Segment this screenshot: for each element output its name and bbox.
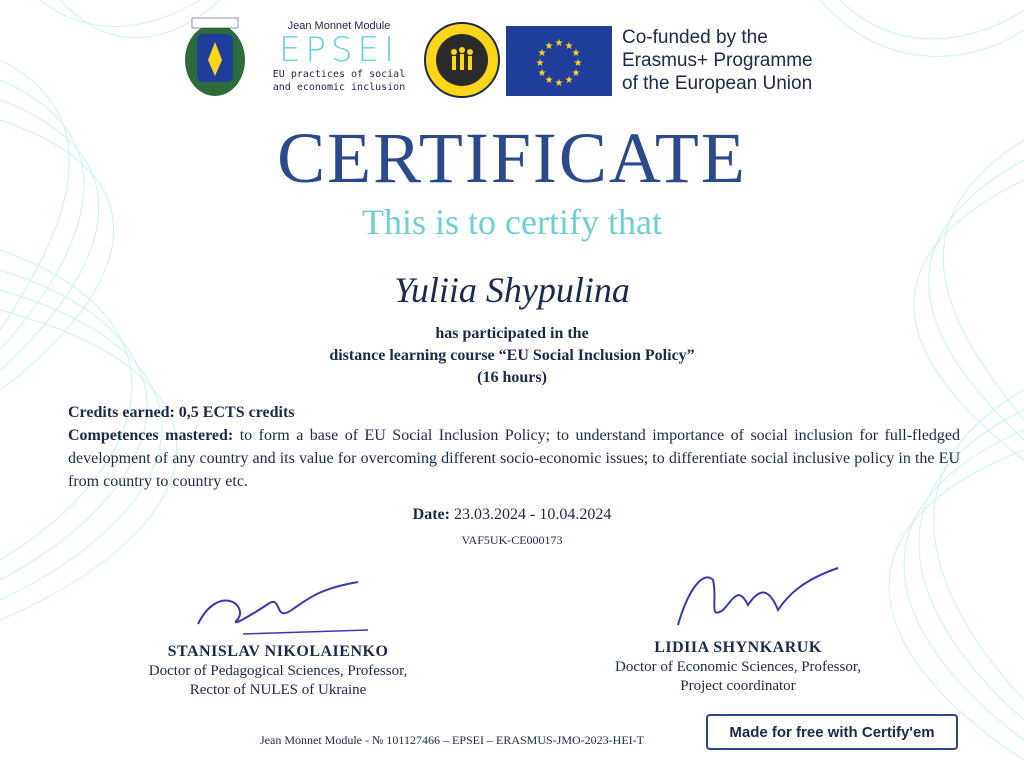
date-label: Date: bbox=[412, 506, 450, 523]
competences-text: to form a base of EU Social Inclusion Policy; to understand importance of social inclusion for full-fledged development of any country and its value for overcoming different socio-economic issues; to differentiate social inclusive policy in the EU from country to country etc. bbox=[68, 427, 961, 490]
epsei-subtitle-1: EU practices of social bbox=[272, 69, 406, 80]
signature-right bbox=[618, 560, 858, 638]
signer-right-role-1: Doctor of Economic Sciences, Professor, bbox=[615, 659, 861, 675]
svg-text:★: ★ bbox=[537, 48, 547, 59]
participation-line-2: distance learning course “EU Social Inclusion Policy” bbox=[329, 347, 695, 364]
signer-left-role-2: Rector of NULES of Ukraine bbox=[189, 682, 367, 698]
recipient-name: Yuliia Shypulina bbox=[394, 270, 630, 310]
eu-text-line-2: Erasmus+ Programme bbox=[622, 50, 813, 71]
date-value: 23.03.2024 - 10.04.2024 bbox=[453, 506, 612, 523]
round-emblem-logo bbox=[424, 22, 500, 98]
certifyem-badge-label: Made for free with Certify'em bbox=[729, 723, 935, 741]
svg-text:★: ★ bbox=[564, 41, 574, 52]
svg-text:★: ★ bbox=[544, 41, 554, 52]
signer-left-role-1: Doctor of Pedagogical Sciences, Professor, bbox=[148, 663, 408, 679]
epsei-subtitle-2: and economic inclusion bbox=[272, 82, 406, 93]
svg-text:★: ★ bbox=[571, 48, 581, 59]
competences-label: Competences mastered: bbox=[68, 427, 234, 444]
participation-line-1: has participated in the bbox=[435, 325, 589, 342]
participation-line-3: (16 hours) bbox=[477, 369, 547, 386]
svg-text:★: ★ bbox=[564, 75, 574, 86]
course-details bbox=[68, 401, 960, 493]
signer-right-role-2: Project coordinator bbox=[680, 678, 796, 694]
svg-text:★: ★ bbox=[544, 75, 554, 86]
eu-flag-icon bbox=[506, 26, 612, 96]
participation-text bbox=[0, 323, 1024, 389]
eu-text-line-3: of the European Union bbox=[622, 73, 813, 94]
eu-cofunded-text bbox=[622, 26, 813, 95]
certificate-code: VAF5UK-CE000173 bbox=[461, 533, 563, 547]
svg-text:★: ★ bbox=[537, 68, 547, 79]
epsei-wordmark: EPSEI bbox=[278, 30, 400, 70]
epsei-module-label: Jean Monnet Module bbox=[287, 20, 391, 32]
svg-text:★: ★ bbox=[535, 58, 545, 69]
date-line bbox=[0, 506, 1024, 524]
university-crest-logo bbox=[182, 16, 248, 100]
svg-text:★: ★ bbox=[573, 58, 583, 69]
svg-text:★: ★ bbox=[571, 68, 581, 79]
signature-block-right bbox=[568, 560, 908, 696]
eu-text-line-1: Co-funded by the bbox=[622, 27, 768, 48]
certificate-title: CERTIFICATE bbox=[277, 118, 747, 198]
credits-earned: Credits earned: 0,5 ECTS credits bbox=[68, 404, 295, 421]
svg-text:★: ★ bbox=[554, 78, 564, 89]
certifyem-badge[interactable] bbox=[706, 714, 958, 750]
logo-row bbox=[182, 16, 842, 104]
signer-right-name: LIDIIA SHYNKARUK bbox=[654, 639, 822, 656]
footer-text: Jean Monnet Module - № 101127466 – EPSEI – ERASMUS-JMO-2023-HEI-T bbox=[260, 733, 644, 747]
signer-left-name: STANISLAV NIKOLAIENKO bbox=[167, 643, 389, 660]
epsei-logo bbox=[264, 20, 414, 94]
svg-text:★: ★ bbox=[554, 38, 564, 49]
certify-line: This is to certify that bbox=[362, 202, 662, 242]
signature-block-left bbox=[108, 564, 448, 700]
signature-left bbox=[158, 564, 398, 642]
